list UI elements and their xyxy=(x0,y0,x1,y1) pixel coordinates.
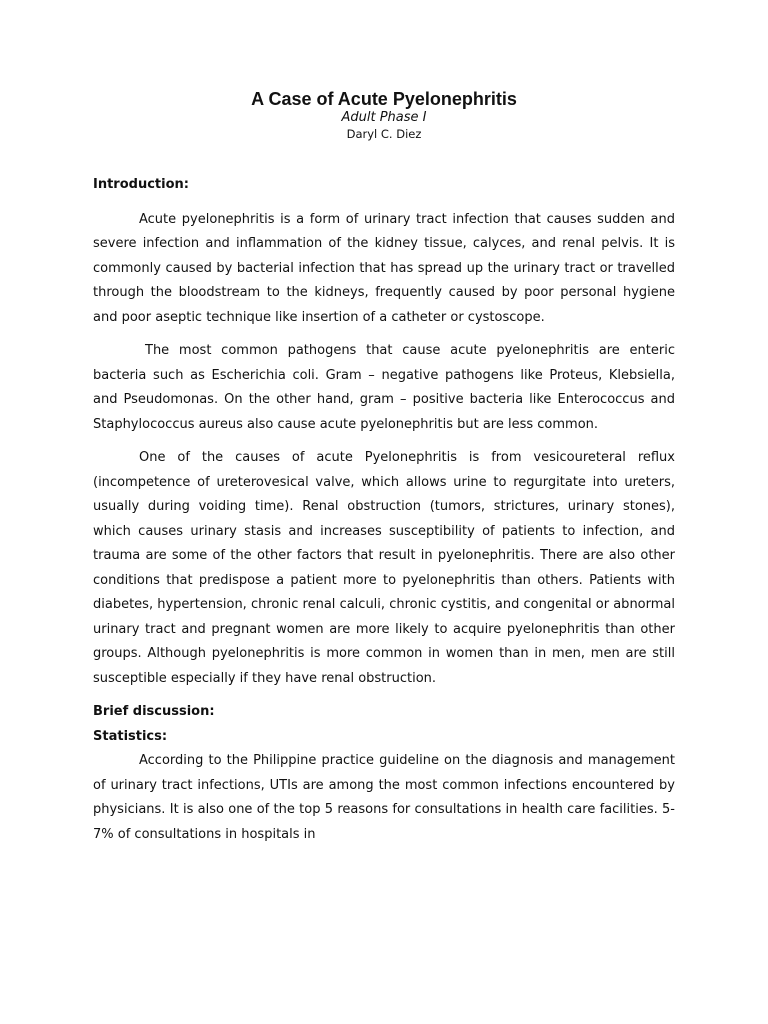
brief-discussion-heading: Brief discussion: xyxy=(93,704,215,719)
statistics-paragraph: According to the Philippine practice guideline on the diagnosis and management of urinary tract infections, UTIs are among the most common infections encountered by physicians. It is also one of the top 5 reasons for consultations in health care facilities. 5-7% of consultations in hospitals in xyxy=(93,753,675,842)
document-title: A Case of Acute Pyelonephritis xyxy=(251,89,517,109)
document-author: Daryl C. Diez xyxy=(346,127,422,141)
document-page xyxy=(93,88,675,847)
introduction-paragraph-2: The most common pathogens that cause acute pyelonephritis are enteric bacteria such as Escherichia coli. Gram – negative pathogens like Proteus, Klebsiella, and Pseudomonas. On the other hand, gram – positive bacteria like Enterococcus and Staphylococcus aureus also cause acute pyelonephritis but are less common. xyxy=(93,343,675,432)
introduction-heading: Introduction: xyxy=(93,177,189,192)
introduction-paragraph-1: Acute pyelonephritis is a form of urinary tract infection that causes sudden and severe infection and inflammation of the kidney tissue, calyces, and renal pelvis. It is commonly caused by bacterial infection that has spread up the urinary tract or travelled through the bloodstream to the kidneys, frequently caused by poor personal hygiene and poor aseptic technique like insertion of a catheter or cystoscope. xyxy=(93,211,675,325)
statistics-heading: Statistics: xyxy=(93,728,168,744)
document-subtitle: Adult Phase I xyxy=(341,110,427,125)
introduction-paragraph-3: One of the causes of acute Pyelonephritis is from vesicoureteral reflux (incompetence of ureterovesical valve, which allows urine to regurgitate into ureters, usually during voiding time). Renal obstruction (tumors, strictures, urinary stones), which causes urinary stasis and increases susceptibility of patients to infection, and trauma are some of the other factors that result in pyelonephritis. There are also other conditions that predispose a patient more to pyelonephritis than others. Patients with diabetes, hypertension, chronic renal calculi, chronic cystitis, and congenital or abnormal urinary tract and pregnant women are more likely to acquire pyelonephritis than other groups. Although pyelonephritis is more common in women than in men, men are still susceptible especially if they have renal obstruction. xyxy=(93,450,675,686)
